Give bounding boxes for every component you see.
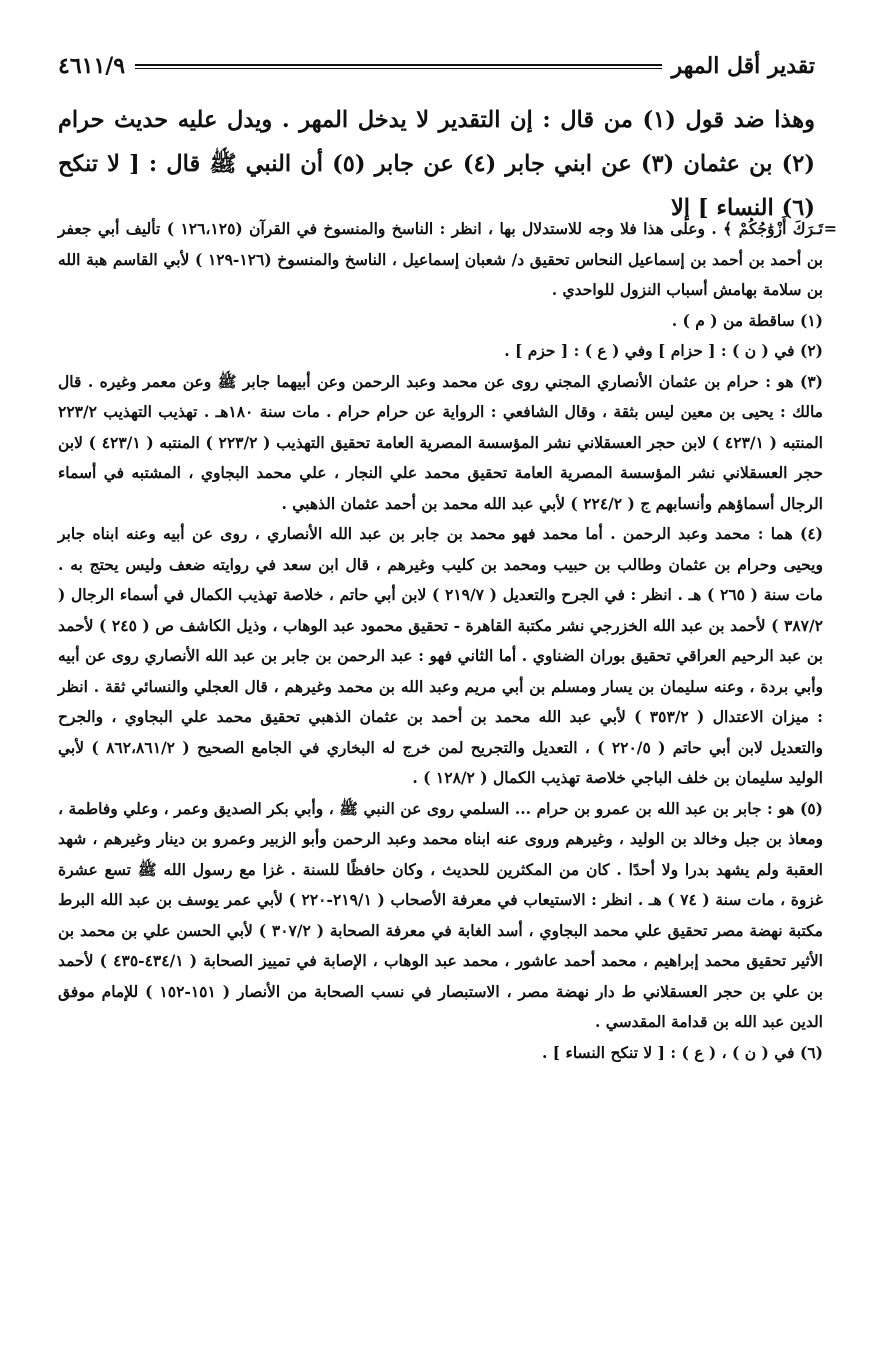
continuation-mark: = bbox=[823, 219, 837, 238]
footnotes bbox=[58, 214, 837, 1068]
running-header bbox=[58, 46, 815, 86]
main-text bbox=[58, 98, 815, 230]
footnote-3: (٣) هو : حرام بن عثمان الأنصاري المجني روى عن محمد وعبد الرحمن وعن أبيهما جابر ﷺ وعن معمر وغيره . قال مالك : يحيى بن معين ليس بثقة ، وقال الشافعي : الرواية عن حرام حرام . مات سنة ١٨٠هـ . تهذيب التهذيب ٢٢٣/٢ المنتبه ( ٤٢٣/١ ) لابن حجر العسقلاني نشر المؤسسة المصرية العامة تحقيق التهذيب ( ٢٢٣/٢ ) المنتبه ( ٤٢٣/١ ) لابن حجر العسقلاني نشر المؤسسة المصرية العامة تحقيق محمد علي النجار ، علي محمد البجاوي ، المشتبه في أسماء الرجال أسماؤهم وأنسابهم ج ( ٢٢٤/٢ ) لأبي عبد الله محمد بن أحمد عثمان الذهبي . bbox=[58, 371, 823, 513]
footnote-1: (١) ساقطة من ( م ) . bbox=[671, 310, 823, 330]
footnote-continued: تَـرَكَ أَزْوَٰجُكُمْ ﴾ . وعلى هذا فلا وجه للاستدلال بها ، انظر : الناسخ والمنسوخ في القرآن (١٢٦،١٢٥ ) تأليف أبي جعفر بن أحمد بن أحمد بن إسماعيل النحاس تحقيق د/ شعبان إسماعيل ، الناسخ والمنسوخ (١٢٦-١٢٩ ) لأبي القاسم هبة الله بن سلامة بهامش أسباب النزول للواحدي . bbox=[58, 219, 823, 299]
footnote-6: (٦) في ( ن ) ، ( ع ) : [ لا تنكح النساء ] . bbox=[542, 1042, 823, 1062]
header-rule bbox=[135, 64, 661, 69]
main-paragraph: وهذا ضد قول (١) من قال : إن التقدير لا يدخل المهر . ويدل عليه حديث حرام (٢) بن عثمان (٣) عن ابني جابر (٤) عن جابر (٥) أن النبي ﷺ قال : [ لا تنكح (٦) النساء ] إلا bbox=[58, 107, 815, 221]
footnote-2: (٢) في ( ن ) : [ حزام ] وفي ( ع ) : [ حزم ] . bbox=[504, 341, 823, 360]
footnote-5: (٥) هو : جابر بن عبد الله بن عمرو بن حرام ... السلمي روى عن النبي ﷺ ، وأبي بكر الصديق وعمر ، وعلي وفاطمة ، ومعاذ بن جبل وخالد بن الوليد ، وغيرهم وروى عنه ابناه محمد وعبد الرحمن وأبو الزبير وعمرو بن دينار وغيرهم ، شهد العقبة ولم يشهد بدرا ولا أحدًا . كان من المكثرين للحديث ، وكان حافظًا للسنة . غزا مع رسول الله ﷺ تسع عشرة غزوة ، مات سنة ( ٧٤ ) هـ . انظر : الاستيعاب في معرفة الأصحاب ( ٢١٩/١-٢٢٠ ) لأبي عمر يوسف بن عبد الله البرط مكتبة نهضة مصر تحقيق علي محمد البجاوي ، أسد الغابة في معرفة الصحابة ( ٣٠٧/٢ ) لأبي الحسن علي بن محمد بن الأثير تحقيق محمد إبراهيم ، محمد أحمد عاشور ، محمد عبد الوهاب ، الإصابة في تمييز الصحابة ( ٤٣٤/١-٤٣٥ ) لأحمد بن علي بن حجر العسقلاني ط دار نهضة مصر ، الاستبصار في نسب الصحابة من الأنصار ( ١٥١-١٥٢ ) للإمام موفق الدين عبد الله بن قدامة المقدسي . bbox=[58, 798, 823, 1031]
footnote-4: (٤) هما : محمد وعبد الرحمن . أما محمد فهو محمد بن جابر بن عبد الله الأنصاري ، روى عن أبيه وعنه ابناه جابر ويحيى وحرام بن عثمان وطالب بن حبيب ومحمد بن كليب وغيرهم ، قال ابن سعد في روايته ضعف وليس يحتج به . مات سنة ( ٢٦٥ ) هـ . انظر : في الجرح والتعديل ( ٢١٩/٧ ) لابن أبي حاتم ، خلاصة تهذيب الكمال في أسماء الرجال ( ٣٨٧/٢ ) لأحمد بن عبد الله الخزرجي نشر مكتبة القاهرة - تحقيق محمود عبد الوهاب ، وذيل الكاشف ص ( ٢٤٥ ) لأحمد بن عبد الرحيم العراقي تحقيق بوران الضناوي . أما الثاني فهو : عبد الرحمن بن جابر بن عبد الله الأنصاري روى عن أبيه وأبي بردة ، وعنه سليمان بن يسار ومسلم بن أبي مريم وعبد الله بن محمد وغيرهم ، قال العجلي والنسائي ثقة . انظر : ميزان الاعتدال ( ٣٥٣/٢ ) لأبي عبد الله محمد بن أحمد بن عثمان الذهبي تحقيق محمد علي البجاوي ، والجرح والتعديل لابن أبي حاتم ( ٢٢٠/٥ ) ، التعديل والتجريح لمن خرج له البخاري في الجامع الصحيح ( ٨٦٢،٨٦١/٢ ) لأبي الوليد سليمان بن خلف الباجي خلاصة تهذيب الكمال ( ١٢٨/٢ ) . bbox=[58, 524, 824, 787]
page-number: ٤٦١١/٩ bbox=[58, 53, 126, 79]
running-title: تقدير أقل المهر bbox=[671, 53, 815, 79]
